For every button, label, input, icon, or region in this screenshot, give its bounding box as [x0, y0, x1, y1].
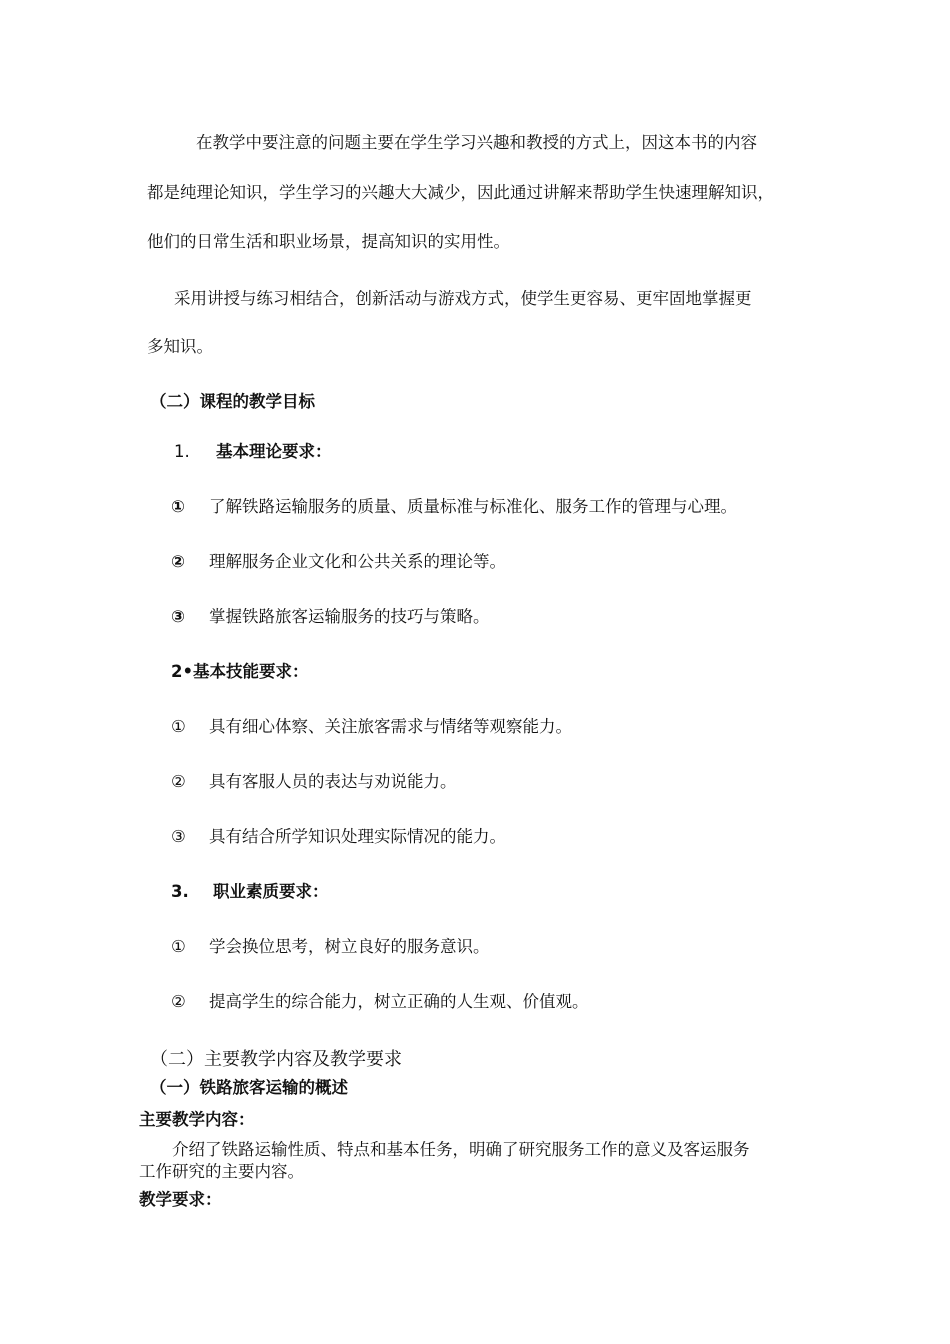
theory-item — [171, 497, 737, 517]
theory-number: 1. — [174, 442, 190, 461]
skills-item — [171, 827, 506, 847]
skills-item-marker: ② — [171, 772, 186, 791]
quality-item-text: 学会换位思考，树立良好的服务意识。 — [209, 937, 490, 956]
skills-item-marker: ③ — [171, 827, 186, 846]
skills-item-marker: ① — [171, 717, 186, 736]
theory-title-text: 基本理论要求： — [216, 442, 332, 461]
skills-item-text: 具有细心体察、关注旅客需求与情绪等观察能力。 — [209, 717, 572, 736]
theory-item-text: 掌握铁路旅客运输服务的技巧与策略。 — [209, 607, 490, 626]
content-heading: （二）主要教学内容及教学要求 — [150, 1049, 402, 1070]
quality-item — [171, 937, 490, 957]
theory-item — [171, 552, 506, 572]
intro-para1-line1: 在教学中要注意的问题主要在学生学习兴趣和教授的方式上，因这本书的内容 — [196, 133, 757, 152]
quality-title-text: 职业素质要求： — [213, 882, 329, 901]
theory-item-marker: ② — [171, 552, 185, 571]
skills-item — [171, 717, 572, 737]
main-content-line2: 工作研究的主要内容。 — [139, 1162, 304, 1181]
quality-item-marker: ② — [171, 992, 186, 1011]
intro-para1-line3: 他们的日常生活和职业场景，提高知识的实用性。 — [147, 232, 510, 251]
theory-item-marker: ① — [171, 497, 185, 516]
quality-title — [171, 882, 329, 902]
quality-item-text: 提高学生的综合能力，树立正确的人生观、价值观。 — [209, 992, 589, 1011]
main-content-label: 主要教学内容： — [139, 1110, 255, 1129]
intro-para2-line1: 采用讲授与练习相结合，创新活动与游戏方式，使学生更容易、更牢固地掌握更 — [174, 289, 752, 308]
main-content-line1: 介绍了铁路运输性质、特点和基本任务，明确了研究服务工作的意义及客运服务 — [172, 1140, 750, 1159]
skills-item-text: 具有客服人员的表达与劝说能力。 — [209, 772, 457, 791]
skills-title: 2•基本技能要求： — [171, 662, 309, 681]
quality-number: 3. — [171, 882, 189, 901]
theory-title — [174, 442, 332, 462]
theory-item-marker: ③ — [171, 607, 185, 626]
theory-item-text: 了解铁路运输服务的质量、质量标准与标准化、服务工作的管理与心理。 — [209, 497, 737, 516]
skills-item — [171, 772, 457, 792]
content-subheading: （一）铁路旅客运输的概述 — [150, 1078, 348, 1097]
skills-item-text: 具有结合所学知识处理实际情况的能力。 — [209, 827, 506, 846]
theory-item — [171, 607, 490, 627]
intro-para2-line2: 多知识。 — [147, 337, 213, 356]
intro-para1-line2: 都是纯理论知识，学生学习的兴趣大大减少，因此通过讲解来帮助学生快速理解知识， — [147, 183, 774, 202]
quality-item-marker: ① — [171, 937, 186, 956]
theory-item-text: 理解服务企业文化和公共关系的理论等。 — [209, 552, 506, 571]
quality-item — [171, 992, 589, 1012]
goals-heading: （二）课程的教学目标 — [150, 392, 315, 411]
requirements-label: 教学要求： — [139, 1190, 222, 1209]
